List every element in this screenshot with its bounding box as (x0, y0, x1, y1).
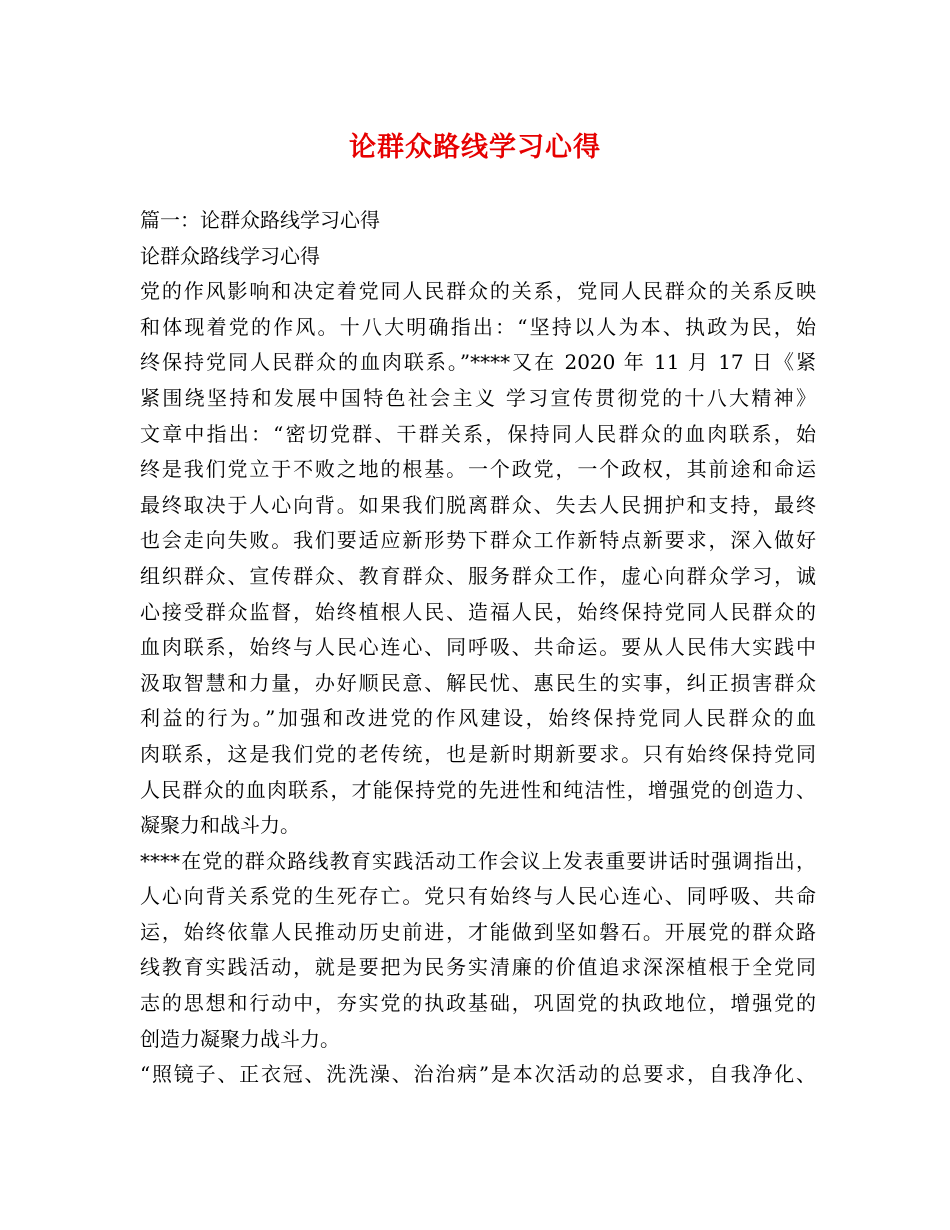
text-line: 凝聚力和战斗力。 (140, 813, 300, 838)
text-line: “照镜子、正衣冠、洗洗澡、治治病”是本次活动的总要求，自我净化、 (140, 1062, 816, 1087)
text-line: 肉联系，这是我们党的老传统，也是新时期新要求。只有始终保持党同 (140, 741, 816, 766)
text-line: 紧围绕坚持和发展中国特色社会主义 学习宣传贯彻党的十八大精神》 (140, 385, 816, 410)
text-line: 论群众路线学习心得 (140, 243, 320, 268)
text-line: 文章中指出：“密切党群、干群关系，保持同人民群众的血肉联系，始 (140, 421, 816, 446)
text-line: 心接受群众监督，始终植根人民、造福人民，始终保持党同人民群众的 (140, 599, 816, 624)
text-line: 也会走向失败。我们要适应新形势下群众工作新特点新要求，深入做好 (140, 528, 816, 553)
document-title: 论群众路线学习心得 (349, 132, 601, 163)
text-line: 党的作风影响和决定着党同人民群众的关系，党同人民群众的关系反映 (140, 279, 816, 304)
text-line: 血肉联系，始终与人民心连心、同呼吸、共命运。要从人民伟大实践中 (140, 635, 816, 660)
text-line: 篇一：论群众路线学习心得 (140, 208, 380, 232)
text-line: ****在党的群众路线教育实践活动工作会议上发表重要讲话时强调指出， (140, 848, 816, 873)
text-line: 人心向背关系党的生死存亡。党只有始终与人民心连心、同呼吸、共命 (140, 884, 816, 909)
text-line: 和体现着党的作风。十八大明确指出：“坚持以人为本、执政为民，始 (140, 314, 816, 339)
text-line: 汲取智慧和力量，办好顺民意、解民忧、惠民生的实事，纠正损害群众 (140, 670, 816, 695)
text-line: 线教育实践活动，就是要把为民务实清廉的价值追求深深植根于全党同 (140, 955, 816, 980)
document-body (140, 203, 816, 1093)
text-line: 组织群众、宣传群众、教育群众、服务群众工作，虚心向群众学习，诚 (140, 563, 816, 588)
text-line: 志的思想和行动中，夯实党的执政基础，巩固党的执政地位，增强党的 (140, 991, 816, 1016)
text-line: 运，始终依靠人民推动历史前进，才能做到坚如磐石。开展党的群众路 (140, 919, 816, 944)
text-line: 创造力凝聚力战斗力。 (140, 1026, 340, 1051)
text-line: 利益的行为。”加强和改进党的作风建设，始终保持党同人民群众的血 (140, 706, 816, 731)
text-line: 人民群众的血肉联系，才能保持党的先进性和纯洁性，增强党的创造力、 (140, 777, 816, 802)
text-line: 终是我们党立于不败之地的根基。一个政党，一个政权，其前途和命运 (140, 457, 816, 482)
text-line: 最终取决于人心向背。如果我们脱离群众、失去人民拥护和支持，最终 (140, 492, 816, 517)
text-line: 终保持党同人民群众的血肉联系。”****又在 2020 年 11 月 17 日《紧 (140, 350, 816, 375)
